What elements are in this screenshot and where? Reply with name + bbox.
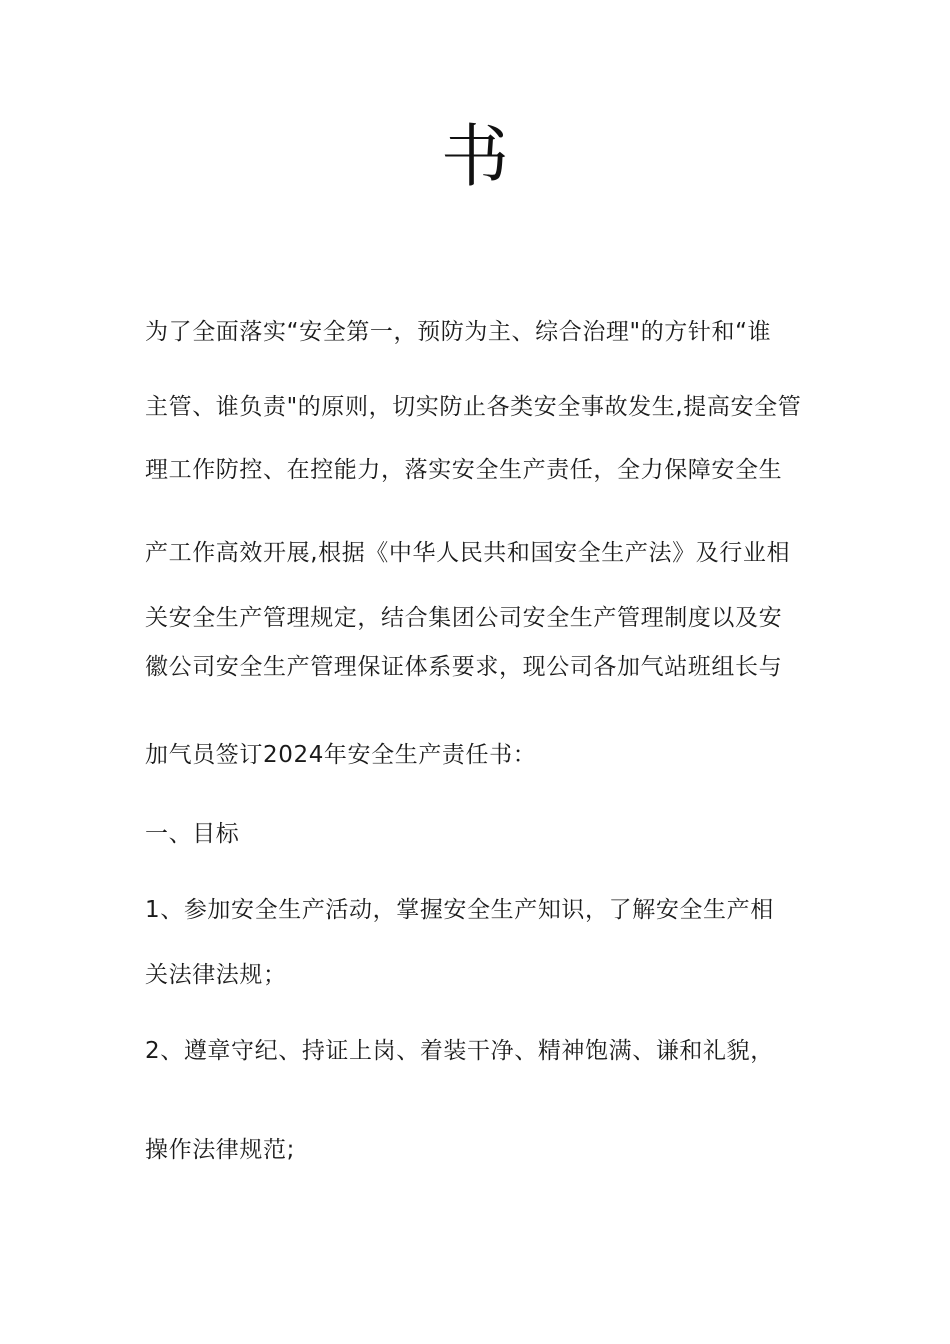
section-heading: 一、目标 [145,821,240,847]
paragraph-line: 徽公司安全生产管理保证体系要求，现公司各加气站班组长与 [145,654,783,680]
list-item-continuation: 关法律法规； [145,962,287,988]
paragraph-line: 理工作防控、在控能力，落实安全生产责任，全力保障安全生 [145,457,783,483]
document-title: 书 [440,118,509,197]
paragraph-line: 产工作高效开展,根据《中华人民共和国安全生产法》及行业相 [145,540,791,566]
paragraph-line: 为了全面落实“安全第一，预防为主、综合治理"的方针和“谁 [145,319,772,345]
list-item: 1、参加安全生产活动，掌握安全生产知识，了解安全生产相 [145,897,774,923]
list-item-continuation: 操作法律规范; [145,1137,295,1163]
paragraph-line: 关安全生产管理规定，结合集团公司安全生产管理制度以及安 [145,605,783,631]
paragraph-line: 主管、谁负责"的原则，切实防止各类安全事故发生,提高安全管 [145,394,802,420]
list-item: 2、遵章守纪、持证上岗、着装干净、精神饱满、谦和礼貌， [145,1038,774,1064]
paragraph-line: 加气员签订2024年安全生产责任书： [145,742,537,768]
